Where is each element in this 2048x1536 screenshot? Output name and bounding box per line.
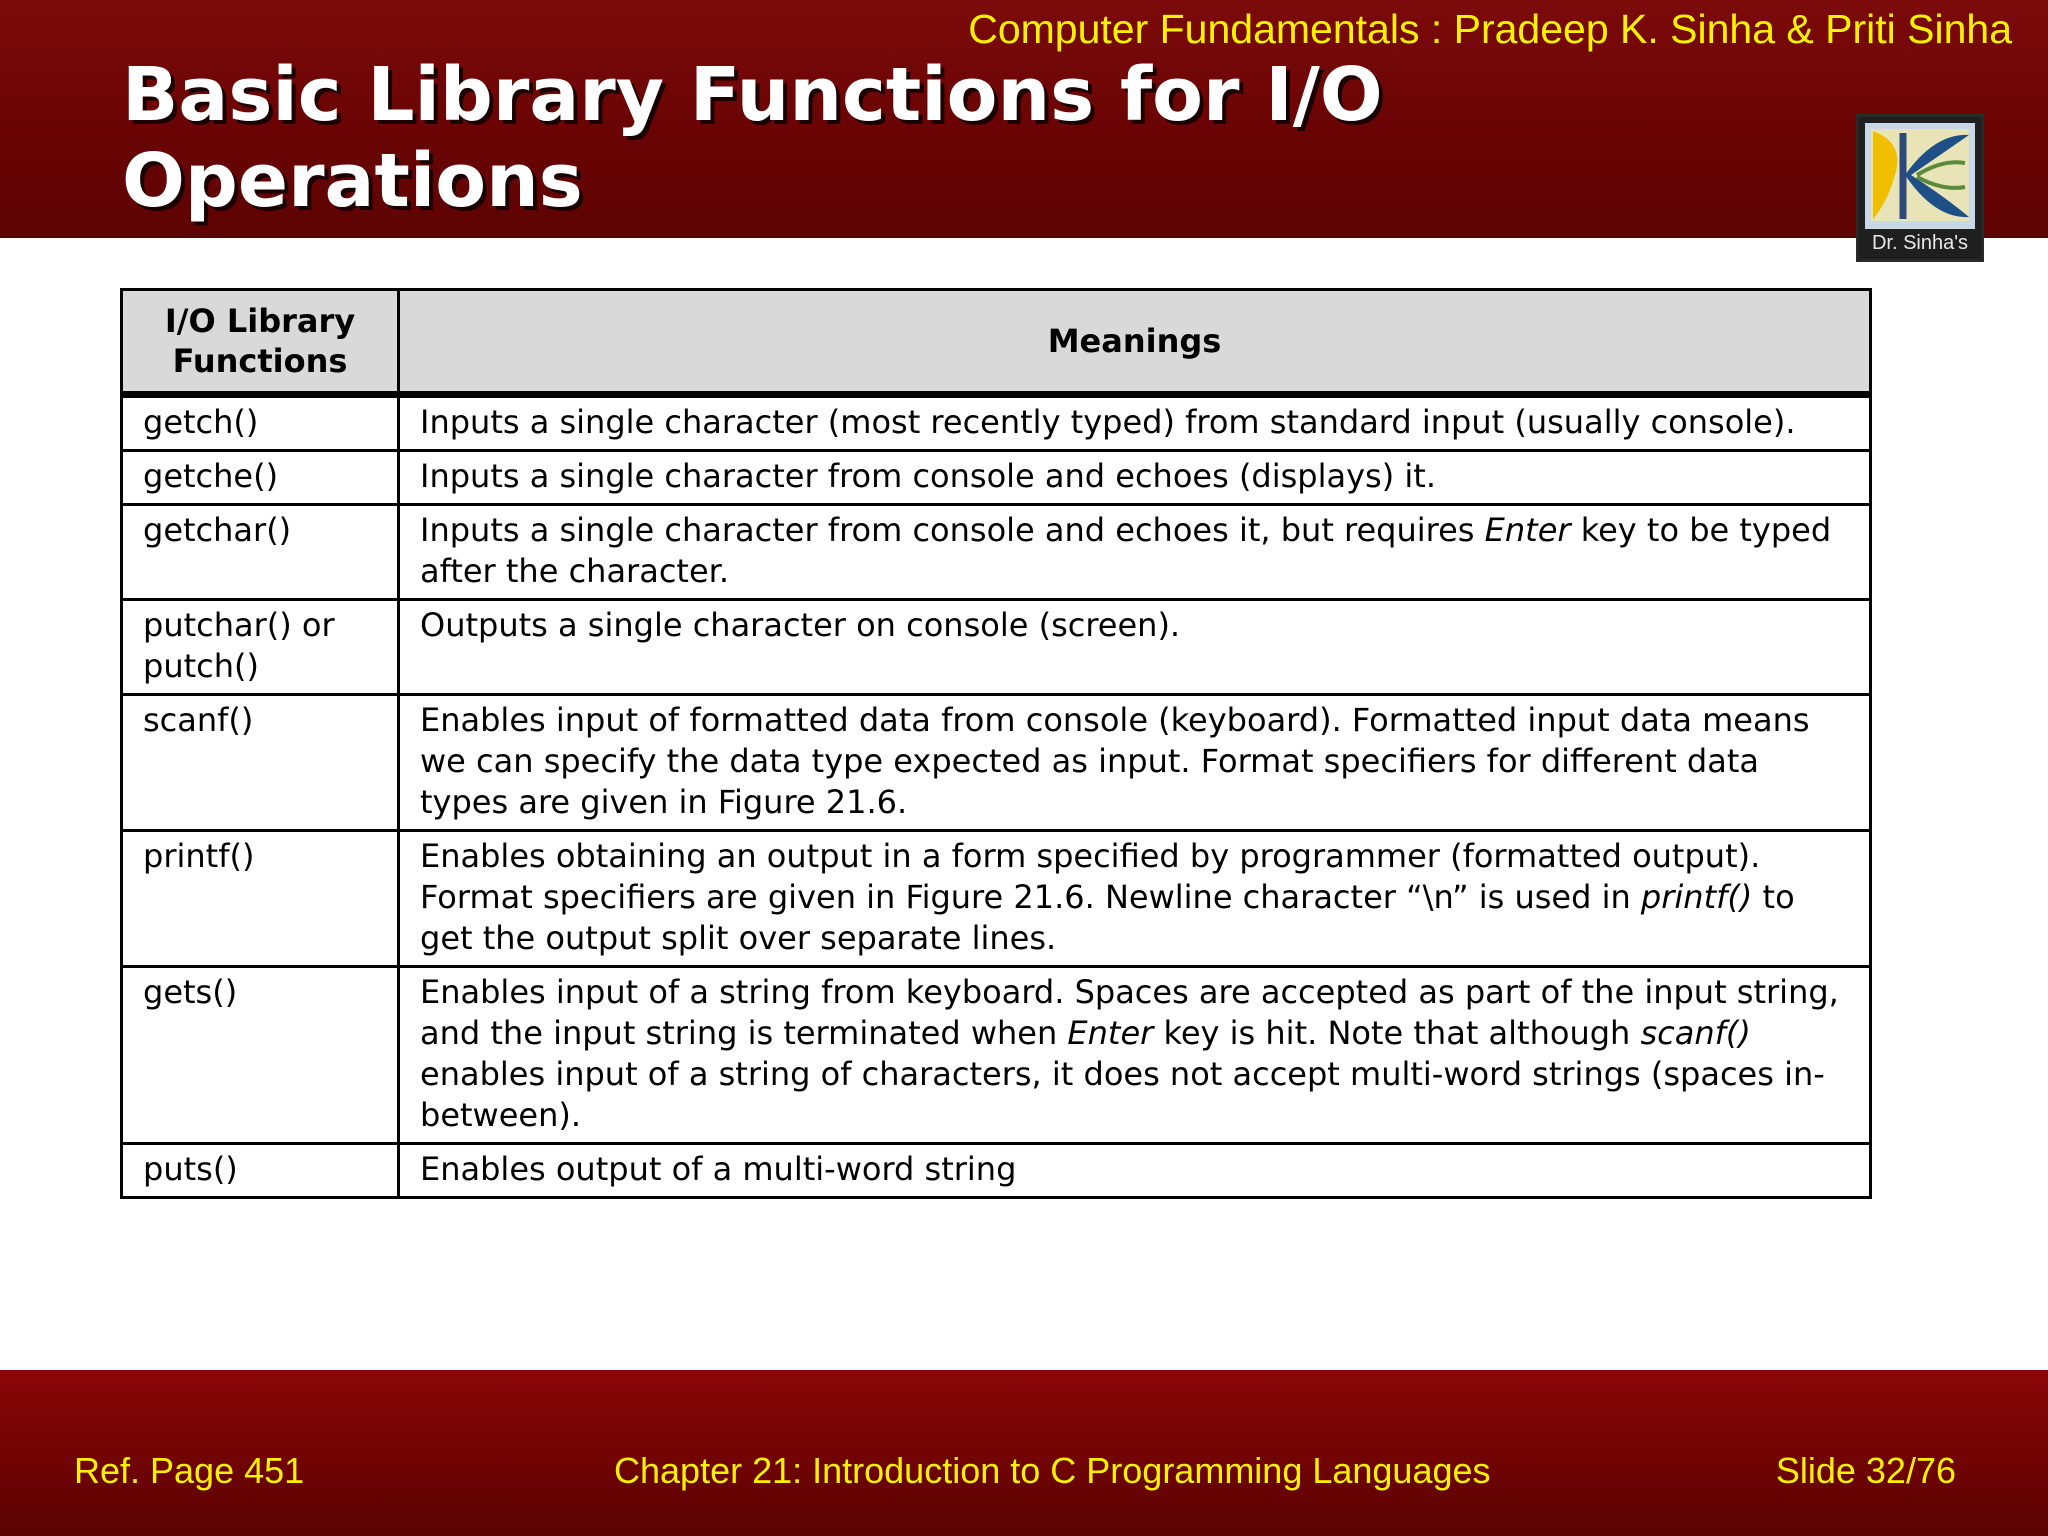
emphasis-text: printf() xyxy=(1640,878,1753,916)
author-credit: Computer Fundamentals : Pradeep K. Sinha & Priti Sinha xyxy=(968,6,2012,52)
meaning-text: Enables output of a multi-word string xyxy=(420,1150,1017,1188)
table-row xyxy=(122,451,1871,505)
function-name-cell: gets() xyxy=(122,967,399,1144)
meaning-text: Inputs a single character from console and echoes (displays) it. xyxy=(420,457,1436,495)
meaning-cell xyxy=(399,451,1871,505)
io-functions-table xyxy=(120,288,1872,1199)
meaning-text: Outputs a single character on console (screen). xyxy=(420,606,1181,644)
table-row xyxy=(122,1144,1871,1198)
function-name-cell: getch() xyxy=(122,395,399,451)
meaning-cell xyxy=(399,505,1871,600)
function-name-cell: scanf() xyxy=(122,695,399,831)
meaning-cell xyxy=(399,695,1871,831)
logo-emblem-icon xyxy=(1865,123,1975,229)
meaning-text: to get the output split over separate lines. xyxy=(420,878,1795,957)
meaning-text: key to be typed after the character. xyxy=(420,511,1832,590)
table-row xyxy=(122,967,1871,1144)
table-header-row xyxy=(122,290,1871,395)
meaning-cell xyxy=(399,600,1871,695)
dr-sinha-logo xyxy=(1856,114,1984,262)
meaning-text: key is hit. Note that although xyxy=(1153,1014,1641,1052)
meaning-cell xyxy=(399,831,1871,967)
function-name-cell: putchar() or putch() xyxy=(122,600,399,695)
emphasis-text: Enter xyxy=(1484,511,1571,549)
function-name-cell: printf() xyxy=(122,831,399,967)
ref-page: Ref. Page 451 xyxy=(74,1450,305,1491)
slide-number: Slide 32/76 xyxy=(1775,1450,1956,1491)
meaning-text: Enables obtaining an output in a form specified by programmer (formatted output). Format specifiers are given in Figure 21.6. Newline character “\n” is used in xyxy=(420,837,1761,916)
function-name-cell: puts() xyxy=(122,1144,399,1198)
logo-caption: Dr. Sinha's xyxy=(1871,232,1969,254)
function-name-cell: getche() xyxy=(122,451,399,505)
table-row xyxy=(122,505,1871,600)
chapter-title: Chapter 21: Introduction to C Programming Languages xyxy=(614,1450,1491,1491)
meaning-text: Enables input of a string from keyboard. Spaces are accepted as part of the input string, and the input string is terminated when xyxy=(420,973,1839,1052)
slide-title: Basic Library Functions for I/O Operations xyxy=(122,52,1383,224)
emphasis-text: Enter xyxy=(1067,1014,1154,1052)
meaning-text: Enables input of formatted data from console (keyboard). Formatted input data means we can specify the data type expected as input. Format specifiers for different data types are given in Figure 21.6. xyxy=(420,701,1810,821)
table-row xyxy=(122,695,1871,831)
meaning-cell xyxy=(399,967,1871,1144)
table-row xyxy=(122,600,1871,695)
column-header-meanings: Meanings xyxy=(399,290,1871,395)
meaning-cell xyxy=(399,395,1871,451)
function-name-cell: getchar() xyxy=(122,505,399,600)
table-row xyxy=(122,831,1871,967)
meaning-text: enables input of a string of characters, it does not accept multi-word strings (spaces in-between). xyxy=(420,1055,1825,1134)
table-row xyxy=(122,395,1871,451)
meaning-text: Inputs a single character from console and echoes it, but requires xyxy=(420,511,1485,549)
column-header-functions: I/O Library Functions xyxy=(122,290,399,395)
meaning-cell xyxy=(399,1144,1871,1198)
meaning-text: Inputs a single character (most recently typed) from standard input (usually console). xyxy=(420,403,1796,441)
emphasis-text: scanf() xyxy=(1640,1014,1751,1052)
